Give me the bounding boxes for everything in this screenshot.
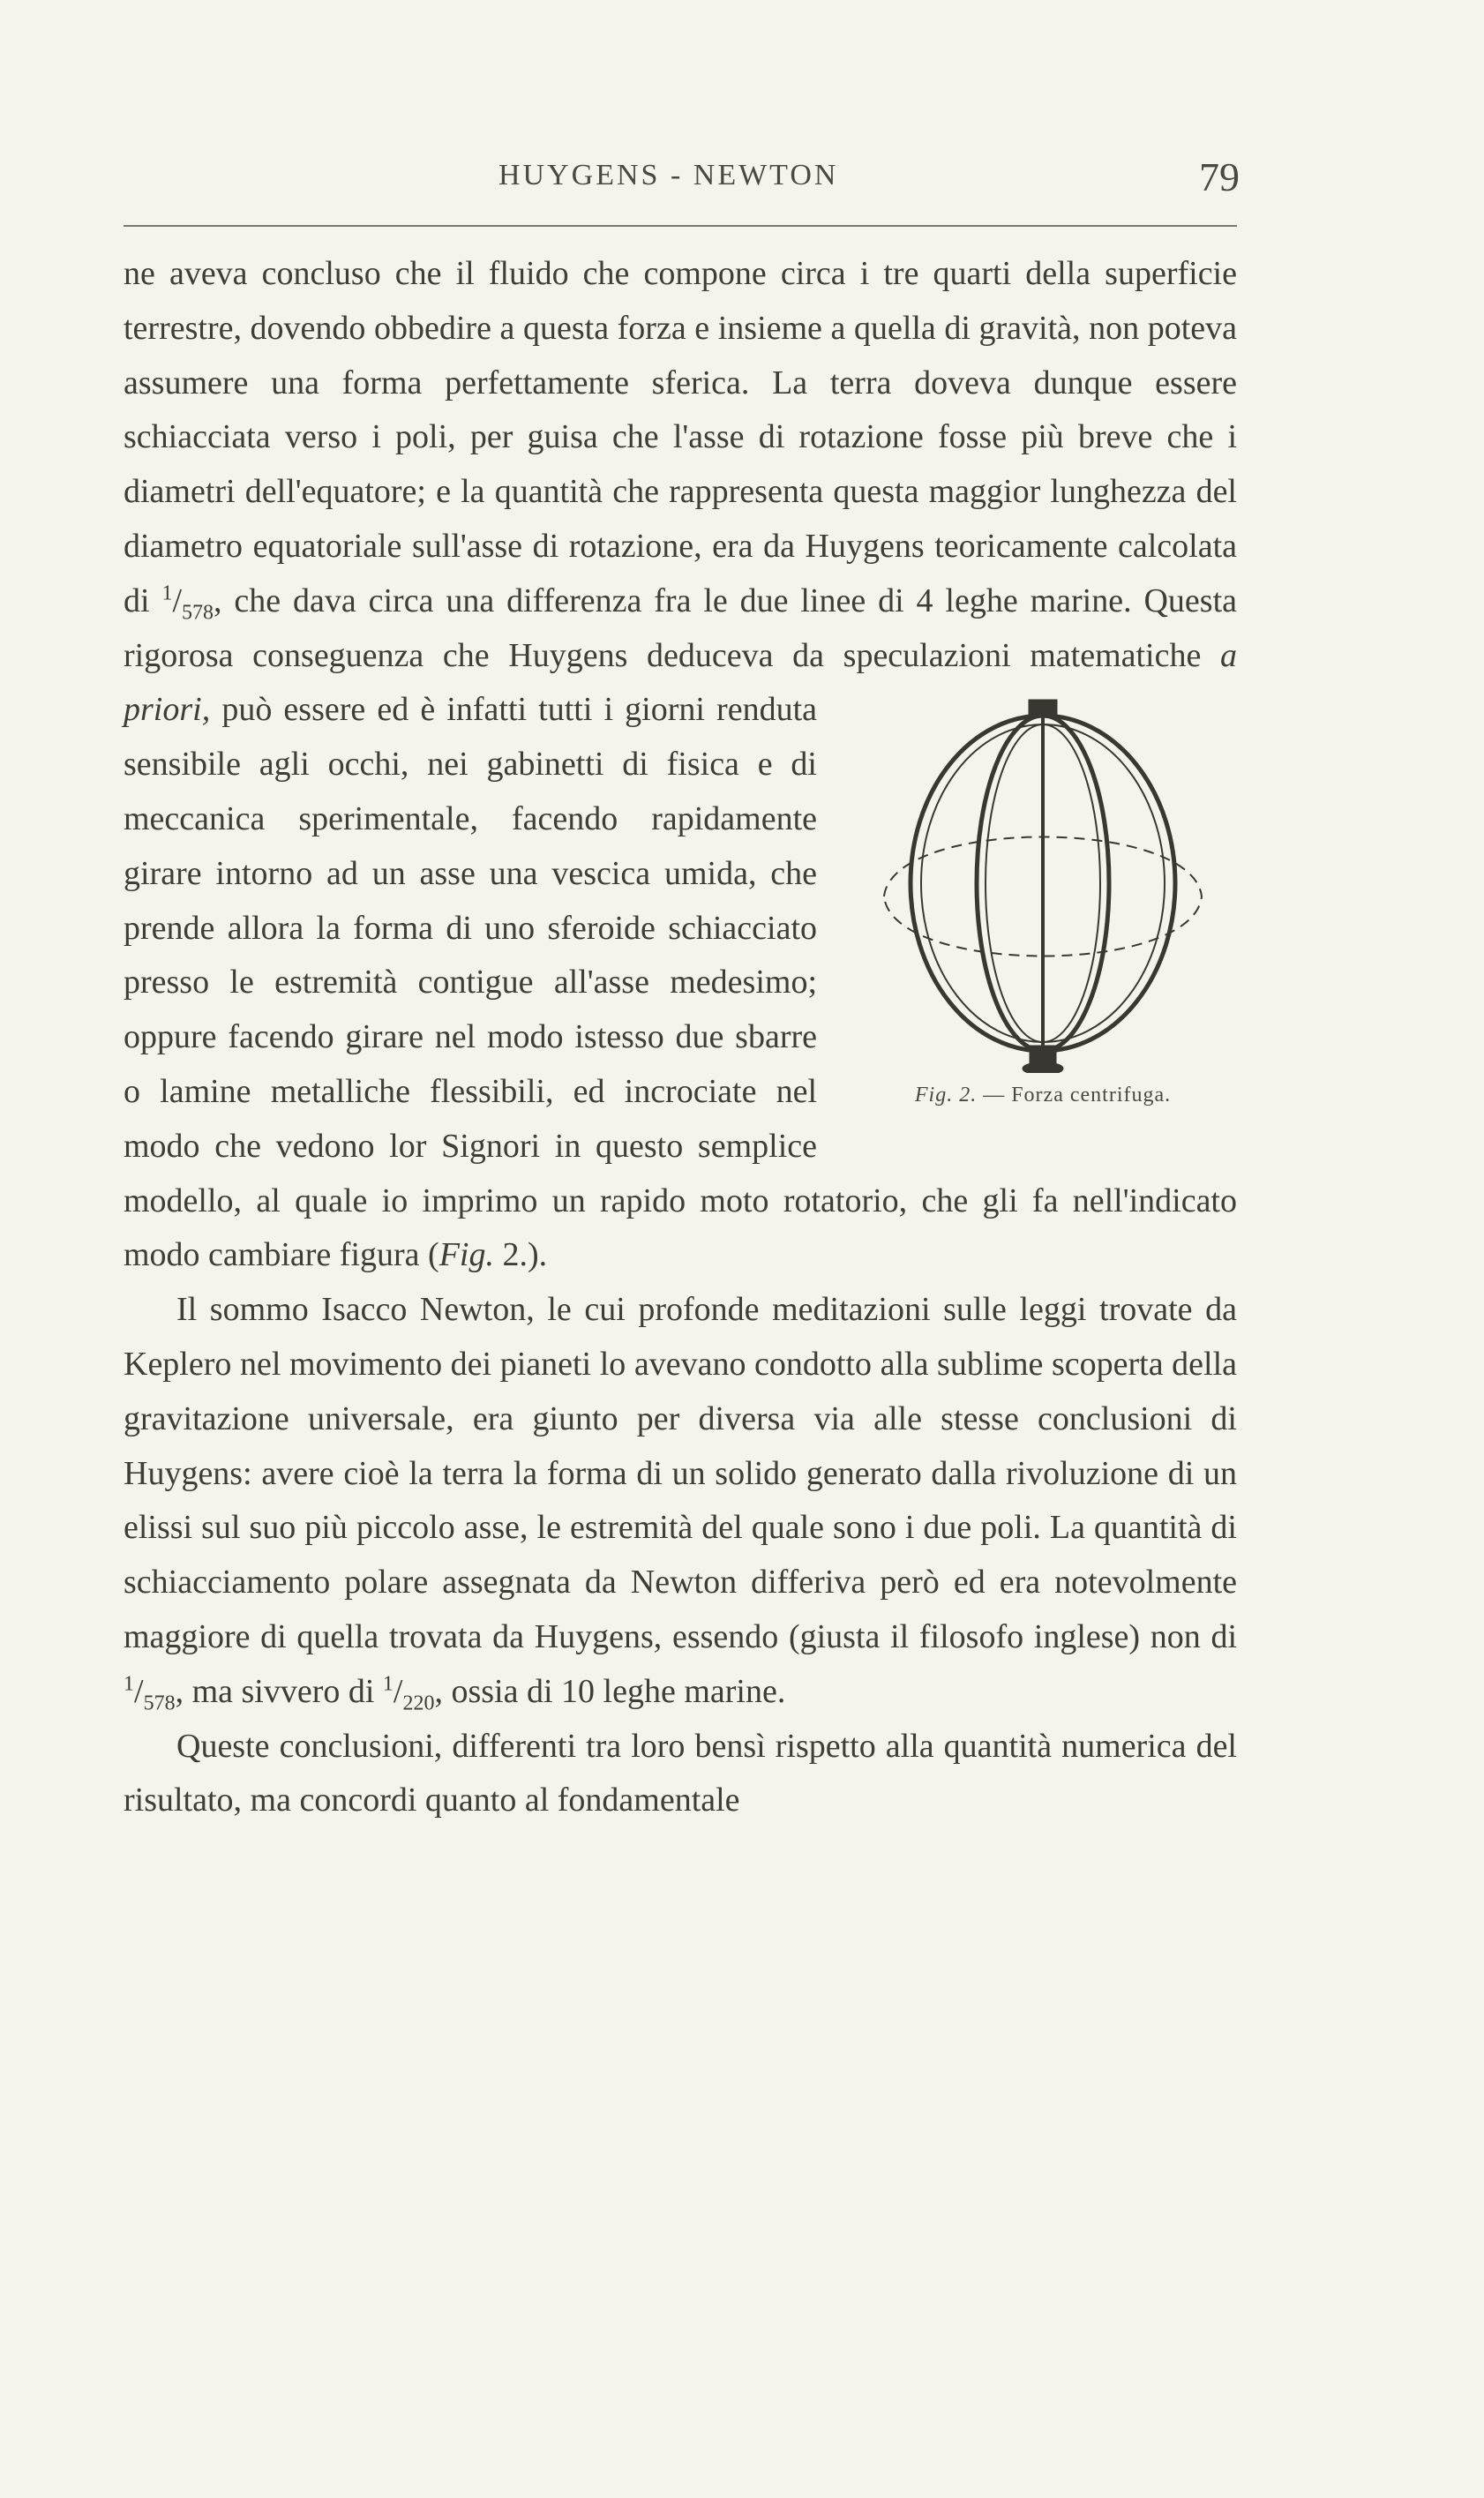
running-head — [0, 154, 1484, 212]
fraction-denominator: 578 — [143, 1692, 176, 1715]
paragraph-1-text-a: ne aveva concluso che il fluido che compone circa i tre quarti della superficie terrestre, dovendo obbedire a questa forza e insieme a quella di gravità, non poteva assumere una forma perfettamente sferica. La terra doveva dunque essere schiacciata verso i poli, per guisa che l'asse di rotazione fosse più breve che i diametri dell'equatore; e la quantità che rappresenta questa maggior lunghezza del diametro equatoriale sull'asse di rotazione, era da Huygens teoricamente calcolata di — [124, 255, 1237, 619]
fraction-numerator: 1 — [382, 1672, 393, 1696]
paragraph-1 — [124, 247, 1237, 1283]
paragraph-2 — [124, 1283, 1237, 1719]
body-text — [124, 247, 1237, 1828]
fraction-denominator: 220 — [402, 1692, 435, 1715]
a-priori-italic: a priori, — [124, 636, 1237, 729]
fraction-1-578-b: $^1/_{578}$ — [124, 1672, 176, 1715]
paragraph-1-text-c: può essere ed è infatti tutti i giorni renduta sensibile agli occhi, nei gabinetti di fisica e di meccanica sperimentale, facendo rapidamente girare intorno ad un asse una vescica umida, che prende allora la forma di uno sferoide schiacciato presso le estremità contigue all'asse medesimo; oppure facendo girare nel modo istesso due sbarre o lamine metalliche flessibili, ed incrociate nel modo che vedono lor Signori in questo semplice modello, al quale io imprimo un rapido moto rotatorio, che gli fa nell'indicato modo cambiare figura ( — [124, 691, 1237, 1274]
paragraph-2-text-b: , ma sivvero di — [175, 1672, 375, 1710]
fraction-1-578: $^1/_{578}$ — [161, 581, 214, 625]
paragraph-2-text-c: , ossia di 10 leghe marine. — [434, 1672, 786, 1710]
figure-caption — [849, 1082, 1237, 1108]
fraction-denominator: 578 — [182, 601, 214, 625]
fraction-numerator: 1 — [161, 581, 173, 605]
figure-label: Fig. 2. — [914, 1084, 978, 1107]
centrifugal-hoops-illustration — [858, 694, 1228, 1073]
fraction-1-220: $^1/_{220}$ — [382, 1672, 435, 1715]
paragraph-1-text-d: 2.). — [502, 1236, 548, 1274]
paragraph-1-text-b: , che dava circa una differenza fra le due linee di 4 leghe marine. Questa rigorosa conseguenza che Huygens deduceva da speculazioni matematiche — [124, 581, 1238, 674]
header-rule — [124, 225, 1237, 227]
paragraph-3: Queste conclusioni, differenti tra loro bensì rispetto alla quantità numerica del risultato, ma concordi quanto al fondamentale — [124, 1727, 1237, 1819]
figure-2 — [849, 694, 1237, 1161]
fraction-numerator: 1 — [124, 1672, 134, 1696]
page-number: 79 — [1199, 154, 1240, 199]
figure-caption-text: — Forza centrifuga. — [983, 1084, 1172, 1107]
paragraph-2-text-a: Il sommo Isacco Newton, le cui profonde meditazioni sulle leggi trovate da Keplero nel movimento dei pianeti lo avevano condotto alla sublime scoperta della gravitazione universale, era giunto per diversa via alle stesse conclusioni di Huygens: avere cioè la terra la forma di un solido generato dalla rivoluzione di un elissi sul suo più piccolo asse, le estremità del quale sono i due poli. La quantità di schiacciamento polare assegnata da Newton differiva però ed era notevolmente maggiore di quella trovata da Huygens, essendo (giusta il filosofo inglese) non di — [124, 1291, 1237, 1655]
running-title: HUYGENS - NEWTON — [498, 159, 839, 191]
figure-reference: Fig. — [438, 1236, 494, 1274]
